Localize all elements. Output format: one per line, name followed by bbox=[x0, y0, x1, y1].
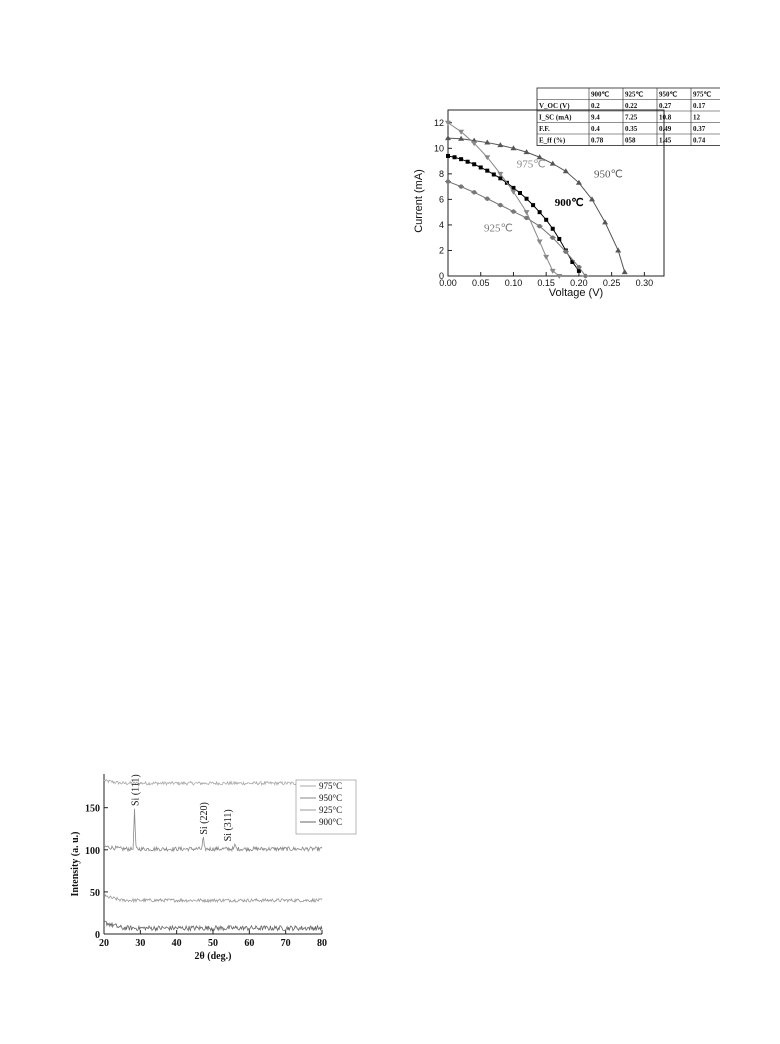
iv-series bbox=[445, 179, 588, 278]
iv-point bbox=[544, 218, 548, 222]
iv-point bbox=[472, 162, 476, 166]
xrd-peak-label: Si (220) bbox=[199, 802, 211, 835]
iv-table-cell: 0.17 bbox=[693, 102, 706, 110]
xrd-ytick-label: 0 bbox=[95, 930, 100, 941]
iv-point bbox=[622, 269, 628, 274]
iv-ytick-label: 4 bbox=[438, 219, 444, 230]
iv-series bbox=[445, 135, 628, 274]
xrd-ytick-label: 150 bbox=[85, 803, 100, 815]
iv-point bbox=[498, 176, 502, 180]
iv-xtick-label: 0.30 bbox=[635, 278, 654, 288]
iv-xtick-label: 0.25 bbox=[602, 278, 621, 288]
xrd-xtick-label: 50 bbox=[208, 938, 218, 949]
iv-table-cell: 0.37 bbox=[693, 125, 706, 133]
iv-table-cell: 0.78 bbox=[591, 136, 604, 145]
iv-table-cell: 0.2 bbox=[591, 102, 600, 110]
xrd-ytick-label: 100 bbox=[85, 845, 100, 857]
iv-table-cell: 1.45 bbox=[659, 136, 672, 145]
iv-table-cell: 0.35 bbox=[625, 125, 638, 133]
iv-ytick-label: 8 bbox=[438, 168, 444, 179]
iv-ytick-label: 6 bbox=[438, 194, 444, 205]
xrd-peak-label: Si (111) bbox=[130, 774, 142, 806]
xrd-xtick-label: 60 bbox=[244, 938, 255, 949]
xrd-pattern-chart bbox=[62, 768, 362, 968]
iv-curve-label: 950℃ bbox=[593, 168, 623, 181]
xrd-legend-label: 900°C bbox=[319, 817, 343, 827]
iv-table-cell: F.F. bbox=[539, 125, 550, 133]
iv-annotations bbox=[484, 158, 623, 234]
iv-point bbox=[531, 203, 535, 207]
iv-table-cell: 7.25 bbox=[625, 113, 638, 122]
iv-table-cell: 9.4 bbox=[591, 113, 600, 122]
iv-point bbox=[537, 240, 543, 245]
iv-ytick-label: 0 bbox=[438, 271, 444, 281]
iv-point bbox=[538, 210, 542, 214]
iv-table-cell: 0.74 bbox=[693, 136, 706, 145]
iv-ylabel: Current (mA) bbox=[413, 169, 425, 233]
iv-table-cell: 0.22 bbox=[625, 102, 638, 110]
iv-table-header: 925℃ bbox=[625, 90, 644, 99]
xrd-xtick-label: 20 bbox=[99, 938, 109, 949]
iv-curve-label: 925℃ bbox=[484, 222, 513, 235]
iv-curve-chart bbox=[400, 82, 720, 314]
iv-table-cell: 058 bbox=[625, 136, 636, 145]
iv-xtick-label: 0.20 bbox=[570, 278, 588, 288]
iv-point bbox=[485, 169, 489, 173]
iv-point bbox=[466, 160, 470, 164]
iv-table-header: 900℃ bbox=[591, 90, 610, 99]
xrd-legend-label: 975°C bbox=[319, 781, 343, 791]
xrd-xlabel: 2θ (deg.) bbox=[194, 951, 232, 962]
iv-point bbox=[445, 135, 451, 140]
iv-point bbox=[543, 255, 549, 260]
iv-table-header: 975℃ bbox=[693, 90, 712, 99]
iv-curve-label: 900℃ bbox=[554, 196, 584, 209]
xrd-peak-label: Si (311) bbox=[222, 809, 234, 842]
iv-table-cell: 12 bbox=[693, 113, 700, 122]
xrd-legend-label: 950°C bbox=[319, 793, 343, 803]
iv-point bbox=[518, 191, 522, 195]
iv-point bbox=[446, 154, 450, 158]
iv-parameter-table bbox=[537, 88, 720, 146]
iv-point bbox=[615, 247, 621, 252]
iv-point bbox=[492, 172, 496, 176]
iv-xlabel: Voltage (V) bbox=[548, 287, 604, 299]
iv-ytick-label: 10 bbox=[433, 143, 444, 154]
iv-point bbox=[524, 210, 530, 215]
iv-xtick-label: 0.05 bbox=[471, 278, 490, 288]
iv-series-line bbox=[448, 182, 585, 276]
xrd-xtick-label: 40 bbox=[171, 938, 182, 949]
iv-point bbox=[563, 168, 569, 173]
iv-ytick-label: 2 bbox=[438, 245, 444, 256]
xrd-series-line bbox=[104, 895, 322, 902]
iv-table-header: 950℃ bbox=[659, 90, 678, 99]
iv-point bbox=[479, 165, 483, 169]
iv-xtick-label: 0.00 bbox=[439, 278, 457, 288]
iv-table-cell: 0.4 bbox=[591, 125, 600, 133]
iv-table-cell: E_ff (%) bbox=[539, 136, 566, 145]
iv-point bbox=[557, 237, 561, 241]
xrd-xtick-label: 70 bbox=[280, 938, 291, 949]
xrd-xtick-label: 80 bbox=[317, 938, 327, 949]
iv-table-cell: I_SC (mA) bbox=[539, 113, 572, 122]
xrd-ytick-label: 50 bbox=[90, 887, 100, 899]
iv-xtick-label: 0.10 bbox=[504, 278, 523, 288]
iv-point bbox=[525, 197, 529, 201]
xrd-legend-label: 925°C bbox=[319, 805, 343, 815]
xrd-legend bbox=[296, 780, 356, 834]
iv-point bbox=[453, 155, 457, 159]
iv-xtick-label: 0.15 bbox=[537, 278, 555, 288]
iv-table-cell: 0.27 bbox=[659, 102, 672, 110]
xrd-ylabel: Intensity (a. u.) bbox=[70, 831, 81, 897]
iv-curve-label: 975℃ bbox=[516, 158, 546, 171]
iv-table-cell: 0.49 bbox=[659, 125, 672, 133]
iv-ytick-label: 12 bbox=[433, 117, 444, 128]
xrd-xtick-label: 30 bbox=[135, 938, 146, 949]
iv-table-cell: V_OC (V) bbox=[539, 102, 570, 110]
iv-point bbox=[602, 219, 608, 224]
iv-point bbox=[459, 157, 463, 161]
iv-point bbox=[551, 227, 555, 231]
iv-point bbox=[510, 190, 516, 195]
iv-table-cell: 10.8 bbox=[659, 113, 672, 122]
xrd-series-line bbox=[104, 809, 322, 851]
xrd-series-line bbox=[104, 920, 322, 930]
